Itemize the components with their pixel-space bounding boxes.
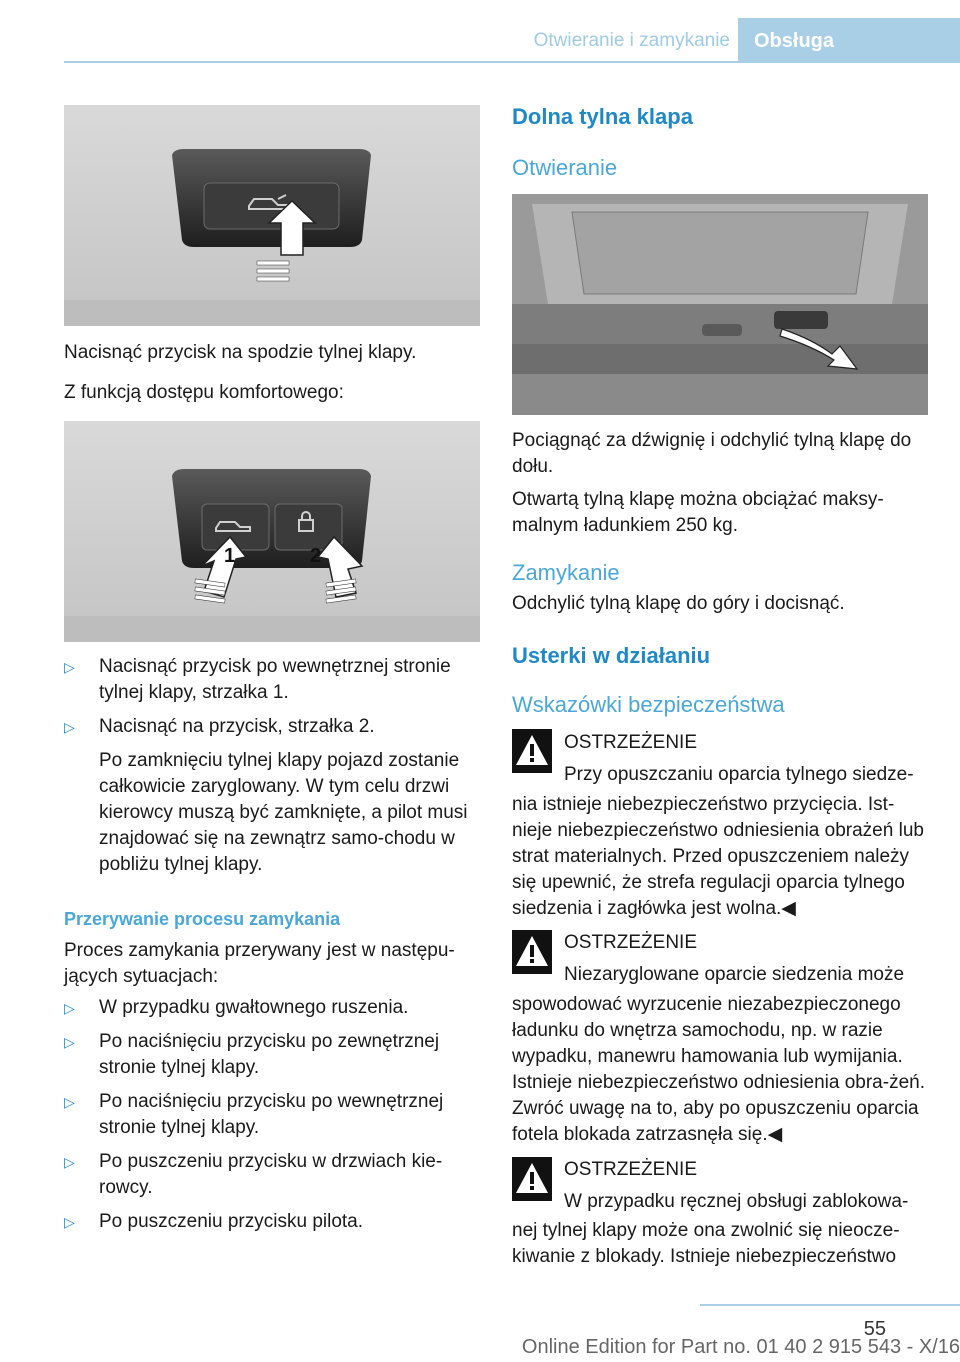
footer-watermark [260, 1336, 960, 1359]
paragraph-open-instruction: Pociągnąć za dźwignię i odchylić tylną klapę do dołu. [512, 430, 912, 477]
figure-comfort-access-buttons [64, 421, 480, 642]
subheading-closing: Zamykanie [512, 560, 620, 585]
list-item [64, 714, 480, 740]
list-item-text: W przypadku gwałtownego ruszenia. [99, 997, 409, 1018]
list-item-continuation [64, 748, 480, 878]
triangle-right-icon: ▷ [64, 1000, 75, 1016]
list-item [64, 654, 480, 706]
figure-lower-tailgate-lever [512, 194, 928, 415]
header-section-title: Otwieranie i zamykanie [533, 30, 730, 51]
triangle-right-icon: ▷ [64, 1094, 75, 1110]
triangle-right-icon: ▷ [64, 719, 75, 735]
list-item [64, 1029, 480, 1081]
heading-lower-tailgate: Dolna tylna klapa [512, 104, 693, 129]
warning-text: nej tylnej klapy może ona zwolnić się nieocze‐kiwanie z blokady. Istnieje niebezpieczeństwo [512, 1220, 900, 1267]
footer-edition: Online Edition for Part no. 01 40 2 915 543 - X/16 [521, 1336, 960, 1358]
list-item [64, 1209, 480, 1235]
subheading-interrupt: Przerywanie procesu zamykania [64, 909, 341, 929]
subheading-opening: Otwieranie [512, 155, 618, 180]
warning-text: spowodować wyrzucenie niezabezpieczonego ładunku do wnętrza samochodu, np. w razie wypadku, manewru hamowania lub wymijania. Istnieje niebezpieczeństwo odniesienia obra‐żeń. Zwróć uwagę na to, aby po opuszczeniu oparcia fotela blokada zatrzasnęła się.◀ [512, 994, 925, 1145]
triangle-right-icon: ▷ [64, 1034, 75, 1050]
warning-title: OSTRZEŻENIE [564, 932, 698, 953]
warning-title: OSTRZEŻENIE [564, 1159, 698, 1180]
subheading-safety: Wskazówki bezpieczeństwa [512, 692, 785, 717]
arrow-label-1: 1 [224, 545, 236, 567]
paragraph-open-load: Otwartą tylną klapę można obciążać maksy‐malnym ładunkiem 250 kg. [512, 489, 884, 536]
list-item-text: Nacisnąć na przycisk, strzałka 2. [99, 716, 375, 737]
header-tab: Obsługa [738, 18, 960, 62]
warning-text: nia istnieje niebezpieczeństwo przycięcia. Ist‐nieje niebezpieczeństwo odniesienia obrażeń lub strat materialnych. Przed opuszczeniem należy się upewnić, że strefa regulacji oparcia tylnego siedzenia i zagłówka jest wolna.◀ [512, 794, 924, 919]
list-item-text: Po zamknięciu tylnej klapy pojazd zostanie całkowicie zaryglowany. W tym celu drzwi kierowcy muszą być zamknięte, a pilot musi znajdować się na zewnątrz samo‐chodu w pobliżu tylnej klapy. [99, 750, 468, 875]
paragraph-close-instruction: Odchylić tylną klapę do góry i docisnąć. [512, 593, 845, 614]
list-item [64, 1149, 480, 1201]
caption-comfort-access: Z funkcją dostępu komfortowego: [64, 382, 344, 403]
list-item-text: Nacisnąć przycisk po wewnętrznej stronie tylnej klapy, strzałka 1. [99, 656, 451, 703]
list-item-text: Po puszczeniu przycisku w drzwiach kie‐rowcy. [99, 1151, 443, 1198]
list-item-text: Po naciśnięciu przycisku po zewnętrznej stronie tylnej klapy. [99, 1031, 440, 1078]
triangle-right-icon: ▷ [64, 1154, 75, 1170]
warning-icon [512, 930, 552, 974]
warning-icon [512, 729, 552, 773]
warning-title: OSTRZEŻENIE [564, 732, 698, 753]
page-number: 55 [863, 1318, 886, 1340]
list-item-text: Po puszczeniu przycisku pilota. [99, 1211, 364, 1232]
caption-button-underside: Nacisnąć przycisk na spodzie tylnej klapy. [64, 342, 417, 363]
heading-malfunctions: Usterki w działaniu [512, 643, 711, 668]
triangle-right-icon: ▷ [64, 659, 75, 675]
list-item [64, 995, 480, 1021]
warning-text: Niezaryglowane oparcie siedzenia może [564, 964, 905, 985]
arrow-label-2: 2 [310, 545, 322, 567]
list-item [64, 1089, 480, 1141]
warning-text: Przy opuszczaniu oparcia tylnego siedze‐ [564, 764, 914, 785]
figure-tailgate-button [64, 105, 480, 326]
warning-text: W przypadku ręcznej obsługi zablokowa‐ [564, 1191, 909, 1212]
triangle-right-icon: ▷ [64, 1214, 75, 1230]
footer-rule [700, 1304, 960, 1306]
paragraph-interrupt-intro: Proces zamykania przerywany jest w następu‐jących sytuacjach: [64, 940, 455, 987]
list-item-text: Po naciśnięciu przycisku po wewnętrznej stronie tylnej klapy. [99, 1091, 444, 1138]
warning-icon [512, 1157, 552, 1201]
